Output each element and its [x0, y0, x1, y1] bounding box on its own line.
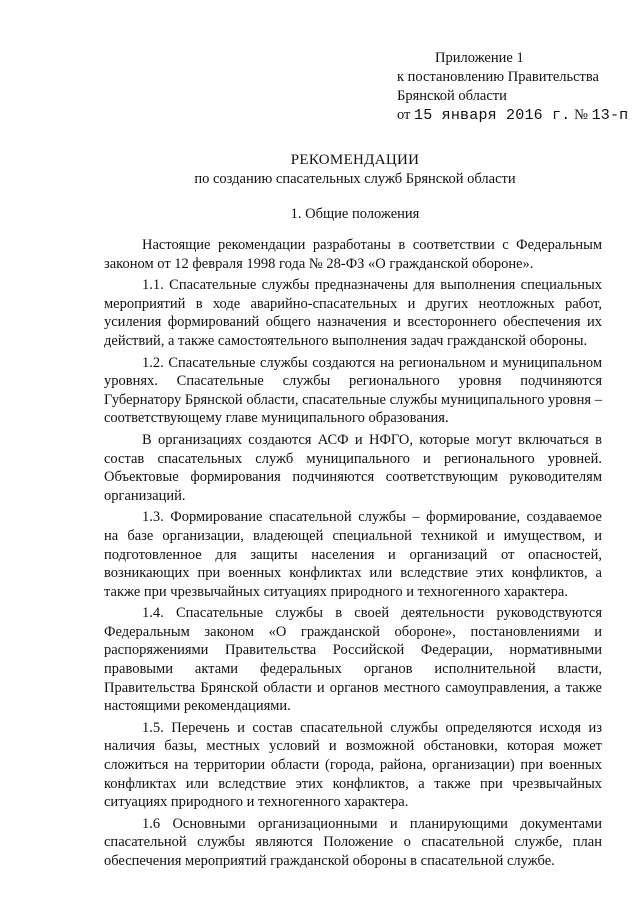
- attachment-date-line: [397, 106, 637, 125]
- attachment-number-sign: №: [574, 107, 588, 123]
- paragraph-1-5: 1.5. Перечень и состав спасательной службы определяются исходя из наличия базы, местных условий и возможной обстановки, которая может сложиться на территории области (города, района, организации) при военных конфликтах или вследствие этих конфликтов, а также при чрезвычайных ситуациях природного и техногенного характера.: [104, 719, 602, 811]
- attachment-date: 15 января 2016 г.: [414, 107, 571, 124]
- attachment-date-prefix: от: [397, 107, 411, 123]
- paragraph-intro: Настоящие рекомендации разработаны в соответствии с Федеральным законом от 12 февраля 1998 года № 28-ФЗ «О гражданской обороне».: [104, 237, 602, 272]
- paragraph-1-3: 1.3. Формирование спасательной службы – формирование, создаваемое на базе организации, владеющей специальной техникой и имуществом, и подготовленное для защиты населения и организаций от опасностей, возникающих при военных конфликтах или вследствие этих конфликтов, а также при чрезвычайных ситуациях природного и техногенного характера.: [104, 509, 602, 600]
- attachment-number: 13-п: [591, 107, 629, 124]
- attachment-line-3: Брянской области: [397, 88, 507, 104]
- paragraph-organizations: В организациях создаются АСФ и НФГО, которые могут включаться в состав спасательных служб муниципального и регионального уровней. Объектовые формирования подчиняются соответствующим руководителям организаций.: [104, 431, 602, 504]
- document-subtitle: по созданию спасательных служб Брянской области: [194, 171, 516, 187]
- attachment-line-1: Приложение 1: [435, 50, 524, 66]
- attachment-header: [397, 49, 637, 125]
- paragraph-1-2: 1.2. Спасательные службы создаются на региональном и муниципальном уровнях. Спасательные службы регионального уровня подчиняются Губернатору Брянской области, спасательные службы муниципального уровня – соответствующему главе муниципального образования.: [104, 354, 602, 427]
- document-body: [104, 236, 602, 874]
- section-title: 1. Общие положения: [290, 206, 420, 222]
- document-title: РЕКОМЕНДАЦИИ: [290, 152, 420, 168]
- paragraph-1-4: 1.4. Спасательные службы в своей деятельности руководствуются Федеральным законом «О гражданской обороне», постановлениями и распоряжениями Правительства Российской Федерации, нормативными правовыми актами федеральных органов исполнительной власти, Правительства Брянской области и органов местного самоуправления, а также настоящими рекомендациями.: [104, 605, 602, 715]
- attachment-line-2: к постановлению Правительства: [397, 69, 599, 85]
- paragraph-1-6: 1.6 Основными организационными и планирующими документами спасательной службы являются Положение о спасательной службе, план обеспечения мероприятий гражданской обороны в спасательной службе.: [104, 815, 602, 869]
- paragraph-1-1: 1.1. Спасательные службы предназначены для выполнения специальных мероприятий в ходе аварийно-спасательных и других неотложных работ, усиления формирований общего назначения и всестороннего обеспечения их действий, а также самостоятельного выполнения задач гражданской обороны.: [104, 277, 602, 349]
